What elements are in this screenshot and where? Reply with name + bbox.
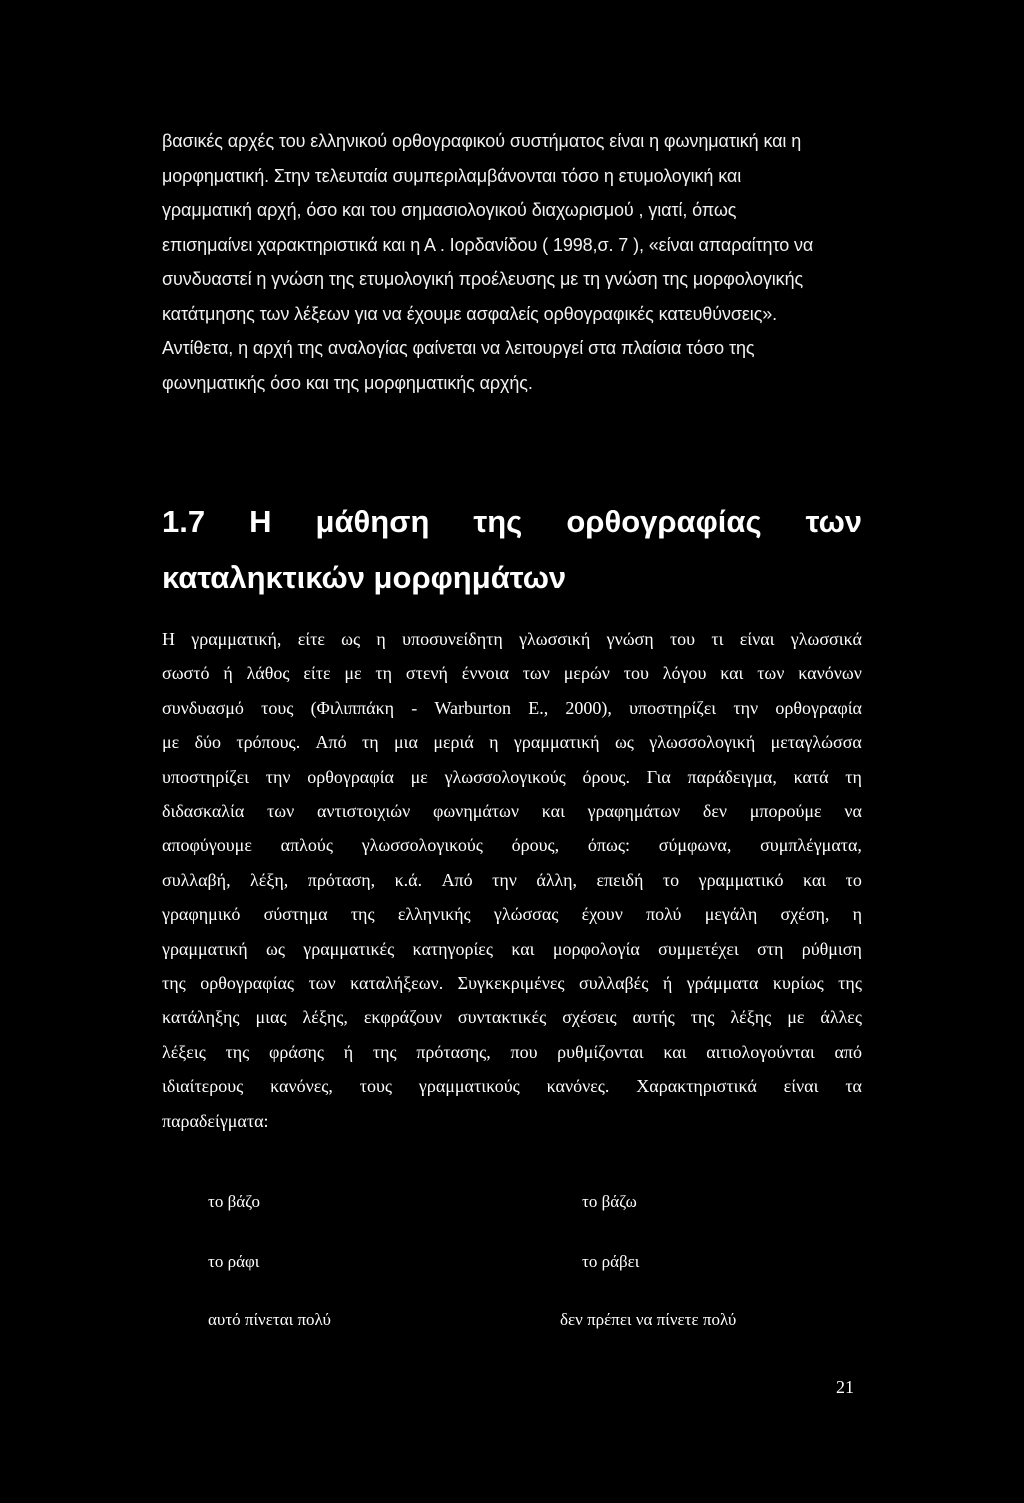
intro-line: βασικές αρχές του ελληνικού ορθογραφικού συστήματος είναι η φωνηματική και η <box>162 131 802 151</box>
heading-word: ορθογραφίας <box>566 504 762 539</box>
intro-line: Αντίθετα, η αρχή της αναλογίας φαίνεται να λειτουργεί στα πλαίσια τόσο της <box>162 338 755 358</box>
example-left: το ράφι <box>208 1252 260 1271</box>
intro-line: φωνηματικής όσο και της μορφηματικής αρχής. <box>162 372 533 393</box>
heading-word: της <box>473 504 523 539</box>
intro-line: μορφηματική. Στην τελευταία συμπεριλαμβάνονται τόσο η ετυμολογική και <box>162 165 742 186</box>
body-line: συλλαβή, λέξη, πρόταση, κ.ά. Από την άλλη, επειδή το γραμματικό και το <box>162 869 862 890</box>
heading-word: 1.7 <box>162 504 206 539</box>
page-number: 21 <box>836 1377 854 1397</box>
intro-line: κατάτμησης των λέξεων για να έχουμε ασφαλείς ορθογραφικές κατευθύνσεις». <box>162 303 778 324</box>
body-line: παραδείγματα: <box>162 1110 269 1131</box>
body-line: σωστό ή λάθος είτε με τη στενή έννοια των μερών του λόγου και των κανόνων <box>162 663 862 684</box>
body-line: κατάληξης μιας λέξης, εκφράζουν συντακτικές σχέσεις αυτής της λέξης με άλλες <box>162 1007 862 1028</box>
body-line: γραμματική ως γραμματικές κατηγορίες και μορφολογία συμμετέχει στη ρύθμιση <box>162 938 862 959</box>
body-line: λέξεις της φράσης ή της πρότασης, που ρυθμίζονται και αιτιολογούνται από <box>162 1041 862 1062</box>
body-line: ιδιαίτερους κανόνες, τους γραμματικούς κανόνες. Χαρακτηριστικά είναι τα <box>162 1076 862 1097</box>
heading-line-2: καταληκτικών μορφημάτων <box>162 560 567 595</box>
body-line: Η γραμματική, είτε ως η υποσυνείδητη γλωσσική γνώση του τι είναι γλωσσικά <box>162 629 862 649</box>
example-left: το βάζο <box>208 1192 261 1211</box>
example-left: αυτό πίνεται πολύ <box>208 1310 331 1329</box>
intro-line: γραμματική αρχή, όσο και του σημασιολογικού διαχωρισμού , γιατί, όπως <box>162 200 737 220</box>
body-line: υποστηρίζει την ορθογραφία με γλωσσολογικούς όρους. Για παράδειγμα, κατά τη <box>162 766 862 787</box>
intro-line: επισημαίνει χαρακτηριστικά και η Α . Ιορδανίδου ( 1998,σ. 7 ), «είναι απαραίτητο να <box>162 234 814 255</box>
example-right: το βάζω <box>582 1192 637 1211</box>
body-line: της ορθογραφίας των καταλήξεων. Συγκεκριμένες συλλαβές ή γράμματα κυρίως της <box>162 973 862 994</box>
body-line: συνδυασμό τους (Φιλιππάκη - Warburton Ε., 2000), υποστηρίζει την ορθογραφία <box>162 697 862 718</box>
heading-word: Η <box>249 504 272 539</box>
heading-word: των <box>805 504 862 539</box>
body-line: διδασκαλία των αντιστοιχιών φωνημάτων και γραφημάτων δεν μπορούμε να <box>162 801 862 822</box>
heading-word: μάθηση <box>315 504 430 539</box>
intro-line: συνδυαστεί η γνώση της ετυμολογική προέλευσης με τη γνώση της μορφολογικής <box>162 269 804 289</box>
body-line: αποφύγουμε απλούς γλωσσολογικούς όρους, όπως: σύμφωνα, συμπλέγματα, <box>162 835 862 856</box>
example-right: δεν πρέπει να πίνετε πολύ <box>560 1310 737 1329</box>
body-line: γραφημικό σύστημα της ελληνικής γλώσσας έχουν πολύ μεγάλη σχέση, η <box>162 904 862 925</box>
example-right: το ράβει <box>582 1252 640 1271</box>
body-line: με δύο τρόπους. Από τη μια μεριά η γραμματική ως γλωσσολογική μεταγλώσσα <box>162 732 862 753</box>
